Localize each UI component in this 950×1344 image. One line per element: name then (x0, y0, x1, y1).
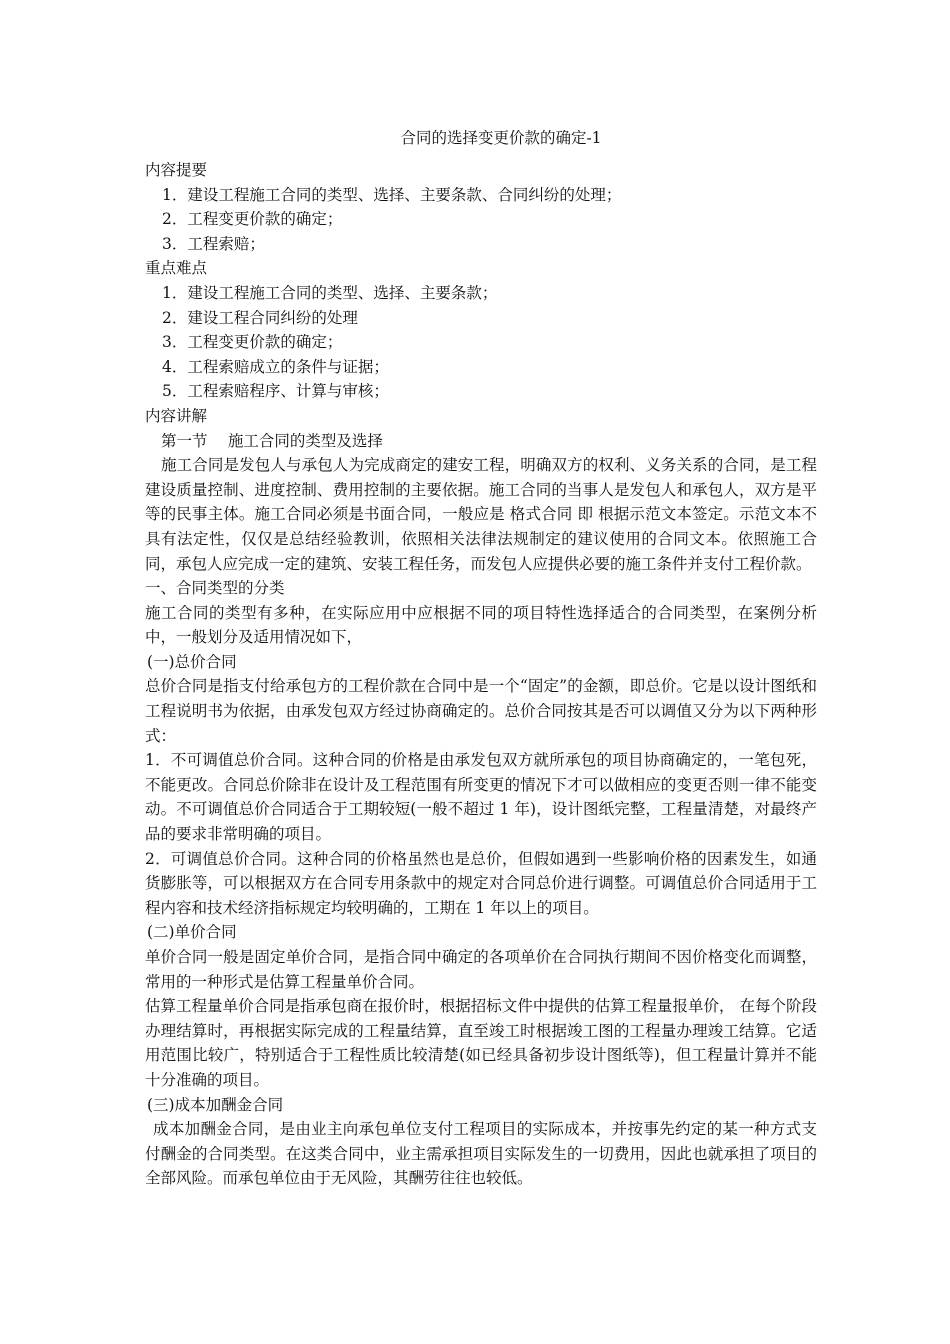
intro-paragraph: 施工合同是发包人与承包人为完成商定的建安工程，明确双方的权利、义务关系的合同，是工程建设质量控制、进度控制、费用控制的主要依据。施工合同的当事人是发包人和承包人，双方是平等的民事主体。施工合同必须是书面合同，一般应是 格式合同 即 根据示范文本签定。示范文本不具有法定性，仅仅是总结经验教训，依照相关法律法规制定的建议使用的合同文本。依照施工合同，承包人应完成一定的建筑、安装工程任务，而发包人应提供必要的施工条件并支付工程价款。 (145, 456, 817, 573)
estimated-quantity-paragraph: 估算工程量单价合同是指承包商在报价时，根据招标文件中提供的估算工程量报单价， 在每个阶段办理结算时，再根据实际完成的工程量结算，直至竣工时根据竣工图的工程量办理竣工结算。它适用范围比较广，特别适合于工程性质比较清楚(如已经具备初步设计图纸等)，但工程量计算并不能十分准确的项目。 (145, 997, 817, 1089)
explain-heading: 内容讲解 (145, 406, 208, 425)
lump-sum-fixed-paragraph: 1．不可调值总价合同。这种合同的价格是由承发包双方就所承包的项目协商确定的，一笔包死，不能更改。合同总价除非在设计及工程范围有所变更的情况下才可以做相应的变更否则一律不能变动。不可调值总价合同适合于工期较短(一般不超过 1 年)，设计图纸完整，工程量清楚，对最终产品的要求非常明确的项目。 (145, 751, 817, 844)
cost-plus-paragraph: 成本加酬金合同，是由业主向承包单位支付工程项目的实际成本，并按事先约定的某一种方式支付酬金的合同类型。在这类合同中，业主需承担项目实际发生的一切费用，因此也就承担了项目的全部风险。而承包单位由于无风险，其酬劳往往也较低。 (145, 1120, 817, 1188)
unit-price-heading: (二)单价合同 (147, 923, 237, 942)
keypoints-heading: 重点难点 (145, 259, 208, 278)
keypoint-item-1: 1．建设工程施工合同的类型、选择、主要条款； (162, 283, 498, 302)
keypoint-item-3: 3．工程变更价款的确定； (162, 333, 343, 352)
document-body (145, 118, 817, 1191)
keypoint-item-5: 5．工程索赔程序、计算与审核； (162, 382, 389, 401)
lump-sum-heading: (一)总价合同 (147, 652, 237, 671)
document-title: 合同的选择变更价款的确定-1 (400, 129, 602, 147)
part1-heading: 一、合同类型的分类 (145, 579, 285, 598)
summary-item-2: 2．工程变更价款的确定； (162, 210, 343, 229)
keypoint-item-2: 2．建设工程合同纠纷的处理 (162, 308, 358, 327)
summary-item-3: 3．工程索赔； (162, 234, 265, 253)
section-heading: 第一节 施工合同的类型及选择 (161, 431, 383, 450)
cost-plus-heading: (三)成本加酬金合同 (147, 1095, 284, 1114)
lump-sum-adjustable-paragraph: 2．可调值总价合同。这种合同的价格虽然也是总价，但假如遇到一些影响价格的因素发生，如通货膨胀等，可以根据双方在合同专用条款中的规定对合同总价进行调整。可调值总价合同适用于工程内容和技术经济指标规定均较明确的，工期在 1 年以上的项目。 (145, 849, 817, 917)
keypoint-item-4: 4．工程索赔成立的条件与证据； (162, 357, 389, 376)
lump-sum-paragraph: 总价合同是指支付给承包方的工程价款在合同中是一个“固定”的金额，即总价。它是以设计图纸和工程说明书为依据，由承发包双方经过协商确定的。总价合同按其是否可以调值又分为以下两种形式： (145, 677, 817, 745)
part1-paragraph: 施工合同的类型有多种，在实际应用中应根据不同的项目特性选择适合的合同类型，在案例分析中，一般划分及适用情况如下， (145, 603, 817, 647)
summary-heading: 内容提要 (145, 161, 208, 179)
unit-price-paragraph: 单价合同一般是固定单价合同，是指合同中确定的各项单价在合同执行期间不因价格变化而调整，常用的一种形式是估算工程量单价合同。 (145, 948, 817, 991)
summary-item-1: 1．建设工程施工合同的类型、选择、主要条款、合同纠纷的处理； (162, 185, 622, 204)
